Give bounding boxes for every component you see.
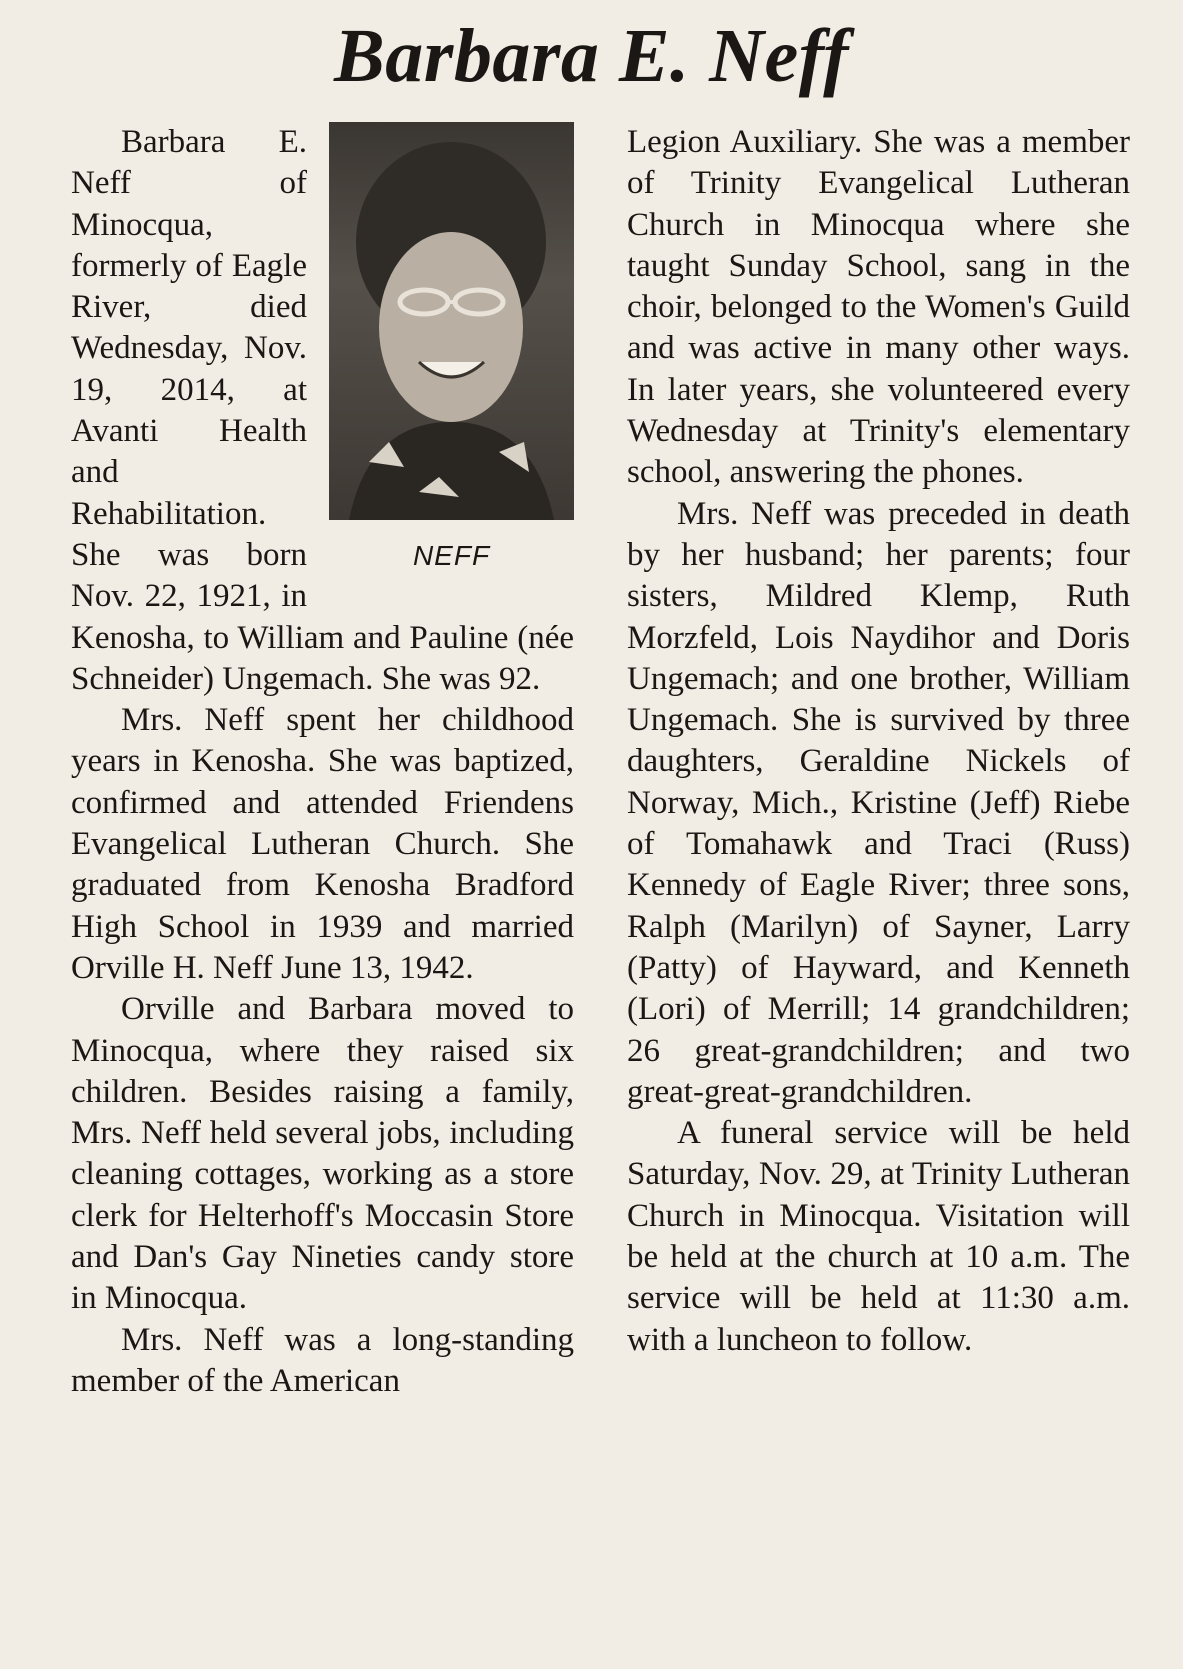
portrait-photo	[329, 122, 574, 520]
photo-caption: NEFF	[412, 540, 491, 571]
left-column	[71, 122, 574, 1402]
right-column	[627, 122, 1130, 1361]
paragraph: Mrs. Neff was preceded in death by her husband; her parents; four sisters, Mildred Klemp, Ruth Morzfeld, Lois Naydihor and Doris Ungemach; and one brother, William Ungemach. She is survived by three daughters, Geraldine Nickels of Norway, Mich., Kristine (Jeff) Riebe of Tomahawk and Traci (Russ) Kennedy of Eagle River; three sons, Ralph (Marilyn) of Sayner, Larry (Patty) of Hayward, and Kenneth (Lori) of Merrill; 14 grandchildren; 26 great-grandchildren; and two great-great-grandchildren.	[627, 495, 1130, 1110]
paragraph: Legion Auxiliary. She was a member of Trinity Evangelical Lutheran Church in Minocqua where she taught Sunday School, sang in the choir, belonged to the Women's Guild and was active in many other ways. In later years, she volunteered every Wednesday at Trinity's elementary school, answering the phones.	[627, 124, 1130, 491]
paragraph: Mrs. Neff was a long-standing member of the American	[71, 1321, 574, 1399]
paragraph: A funeral service will be held Saturday, Nov. 29, at Trinity Lutheran Church in Minocqua. Visitation will be held at the church at 10 a.m. The service will be held at 11:30 a.m. with a luncheon to follow.	[627, 1115, 1130, 1358]
paragraph: Orville and Barbara moved to Minocqua, where they raised six children. Besides raising a family, Mrs. Neff held several jobs, including cleaning cottages, working as a store clerk for Helterhoff's Moccasin Store and Dan's Gay Nineties candy store in Minocqua.	[71, 991, 574, 1317]
portrait-image-icon	[329, 122, 574, 520]
paragraph: Mrs. Neff spent her childhood years in Kenosha. She was baptized, confirmed and attended Friendens Evangelical Lutheran Church. She graduated from Kenosha Bradford High School in 1939 and married Orville H. Neff June 13, 1942.	[71, 702, 574, 986]
paragraph: Barbara E. Neff of Minocqua, formerly of Eagle River, died Wednesday, Nov. 19, 2014, at Avanti Health and Rehabilitation. She was born Nov. 22, 1921, in Kenosha, to William and Pauline (née Schneider) Ungemach. She was 92.	[71, 124, 574, 697]
photo-block	[329, 122, 574, 607]
obituary-headline: Barbara E. Neff	[334, 14, 849, 98]
